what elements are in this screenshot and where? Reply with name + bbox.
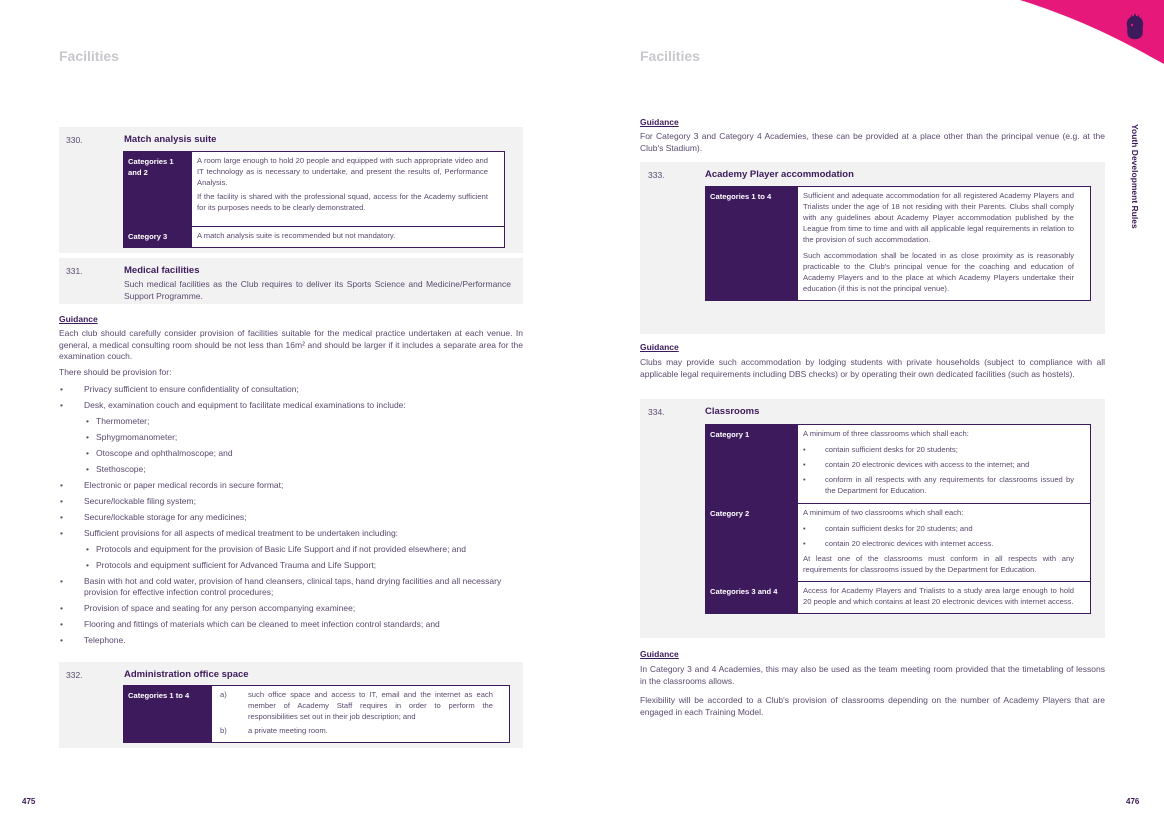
category-table <box>123 151 505 248</box>
page-header-right: Facilities <box>640 48 700 64</box>
rule-334-panel <box>640 399 1105 638</box>
category-cell: Category 1 <box>706 425 799 504</box>
requirement-text: A minimum of two classrooms which shall each: <box>803 508 964 517</box>
list-item: • contain sufficient desks for 20 students; and <box>803 523 1074 534</box>
list-item: • Secure/lockable filing system; <box>59 496 523 507</box>
guidance-paragraph: Flexibility will be accorded to a Club's provision of classrooms depending on the number of Academy Players that are engaged in each Training Model. <box>640 695 1105 717</box>
sub-list-item: • Otoscope and ophthalmoscope; and <box>59 448 523 459</box>
requirement-text: At least one of the classrooms must conform in all respects with any requirements for classrooms issued by the Department for Education. <box>803 554 1074 574</box>
category-cell: Categories 3 and 4 <box>706 582 799 614</box>
lion-crest-logo <box>1122 12 1148 42</box>
rule-title: Classrooms <box>705 406 760 417</box>
category-cell: Categories 1 to 4 <box>706 187 799 301</box>
requirement-text: Sufficient and adequate accommodation for all registered Academy Players and Trialists under the age of 18 not residing with their Parents. Clubs shall comply with any guidelines about Academy Player accommodation published by the League from time to time and with all applicable legal requirements in relation to the provision of such accommodation. <box>803 191 1074 244</box>
list-item: • Telephone. <box>59 635 523 646</box>
rule-331-panel <box>59 258 523 304</box>
sub-list-item: • Sphygmomanometer; <box>59 432 523 443</box>
rule-title: Medical facilities <box>124 265 200 276</box>
rule-number: 333. <box>648 170 665 180</box>
requirement-text: Such accommodation shall be located in as close proximity as is reasonably practicable to the Club's principal venue for the coaching and education of Academy Players and to the place at which Academy Players undertake their education (if this is not the principal venue). <box>803 251 1074 293</box>
requirement-text: A match analysis suite is recommended but not mandatory. <box>197 231 396 240</box>
guidance-paragraph: There should be provision for: <box>59 367 172 377</box>
requirement-text: A room large enough to hold 20 people and equipped with such appropriate video and IT technology as is necessary to undertake, and present the results of, Performance Analysis. <box>197 156 488 187</box>
list-item: • contain sufficient desks for 20 students; <box>803 444 1074 455</box>
provision-list <box>59 384 523 651</box>
vertical-section-title: Youth Development Rules <box>1130 124 1140 229</box>
requirement-text: a private meeting room. <box>248 726 328 735</box>
item-marker: b) <box>220 726 227 735</box>
rule-number: 332. <box>66 670 83 680</box>
requirement-text: Access for Academy Players and Trialists to a study area large enough to hold 20 people and which contains at least 20 electronic devices with internet access. <box>803 586 1074 606</box>
list-item: • Provision of space and seating for any person accompanying examinee; <box>59 603 523 614</box>
category-table <box>123 685 510 743</box>
requirement-text: such office space and access to IT, email and the internet as each member of Academy Staff requires in order to perform the responsibilities set out in their job description; and <box>248 690 493 721</box>
requirement-text: A minimum of three classrooms which shall each: <box>803 429 969 438</box>
category-table <box>705 186 1091 301</box>
requirement-text: If the facility is shared with the professional squad, access for the Academy sufficient for its purposes needs to be clearly demonstrated. <box>197 192 488 212</box>
rule-title: Administration office space <box>124 669 249 680</box>
guidance-heading: Guidance <box>640 117 679 127</box>
guidance-heading: Guidance <box>59 314 98 324</box>
list-item: • Electronic or paper medical records in secure format; <box>59 480 523 491</box>
rule-330-panel <box>59 127 523 253</box>
list-item: • conform in all respects with any requirements for classrooms issued by the Department for Education. <box>803 474 1074 496</box>
rule-text: Such medical facilities as the Club requires to deliver its Sports Science and Medicine/Performance Support Programme. <box>124 279 511 301</box>
rule-333-panel <box>640 162 1105 334</box>
page-header-left: Facilities <box>59 48 119 64</box>
rule-332-panel <box>59 662 523 748</box>
category-cell: Categories 1 to 4 <box>124 686 213 743</box>
list-item: • Privacy sufficient to ensure confidentiality of consultation; <box>59 384 523 395</box>
rule-number: 334. <box>648 407 665 417</box>
list-item: • Flooring and fittings of materials which can be cleaned to meet infection control standards; and <box>59 619 523 630</box>
sub-list-item: • Protocols and equipment sufficient for Advanced Trauma and Life Support; <box>59 560 523 571</box>
rule-title: Match analysis suite <box>124 134 217 145</box>
guidance-paragraph: In Category 3 and 4 Academies, this may also be used as the team meeting room provided that the timetabling of lessons in the classrooms allows. <box>640 664 1105 686</box>
list-item: • contain 20 electronic devices with internet access. <box>803 538 1074 549</box>
list-item: • Secure/lockable storage for any medicines; <box>59 512 523 523</box>
guidance-paragraph: For Category 3 and Category 4 Academies, these can be provided at a place other than the principal venue (e.g. at the Club's Stadium). <box>640 131 1105 153</box>
page-number-left: 475 <box>22 797 36 806</box>
category-cell: Category 3 <box>124 227 193 248</box>
page-number-right: 476 <box>1126 797 1140 806</box>
guidance-paragraph: Each club should carefully consider provision of facilities suitable for the medical practice undertaken at each venue. In general, a medical consulting room should be not less than 16m² and should be larger if it includes a separate area for the examination couch. <box>59 328 523 361</box>
sub-list-item: • Thermometer; <box>59 416 523 427</box>
list-item: • Desk, examination couch and equipment to facilitate medical examinations to include: <box>59 400 523 411</box>
category-cell: Category 2 <box>706 504 799 582</box>
rule-title: Academy Player accommodation <box>705 169 854 180</box>
category-cell: Categories 1 and 2 <box>124 152 193 227</box>
guidance-paragraph: Clubs may provide such accommodation by lodging students with private households (subject to compliance with all applicable legal requirements including DBS checks) or by operating their own dedicated facilities (such as hostels). <box>640 357 1105 379</box>
list-item: • Sufficient provisions for all aspects of medical treatment to be undertaken including: <box>59 528 523 539</box>
category-table <box>705 424 1091 614</box>
rule-number: 330. <box>66 135 83 145</box>
sub-list-item: • Protocols and equipment for the provision of Basic Life Support and if not provided elsewhere; and <box>59 544 523 555</box>
guidance-heading: Guidance <box>640 649 679 659</box>
list-item: • contain 20 electronic devices with access to the internet; and <box>803 459 1074 470</box>
sub-list-item: • Stethoscope; <box>59 464 523 475</box>
rule-number: 331. <box>66 266 83 276</box>
item-marker: a) <box>220 690 227 699</box>
guidance-heading: Guidance <box>640 342 679 352</box>
list-item: • Basin with hot and cold water, provision of hand cleansers, clinical taps, hand drying facilities and all necessary provision for effective infection control procedures; <box>59 576 523 598</box>
